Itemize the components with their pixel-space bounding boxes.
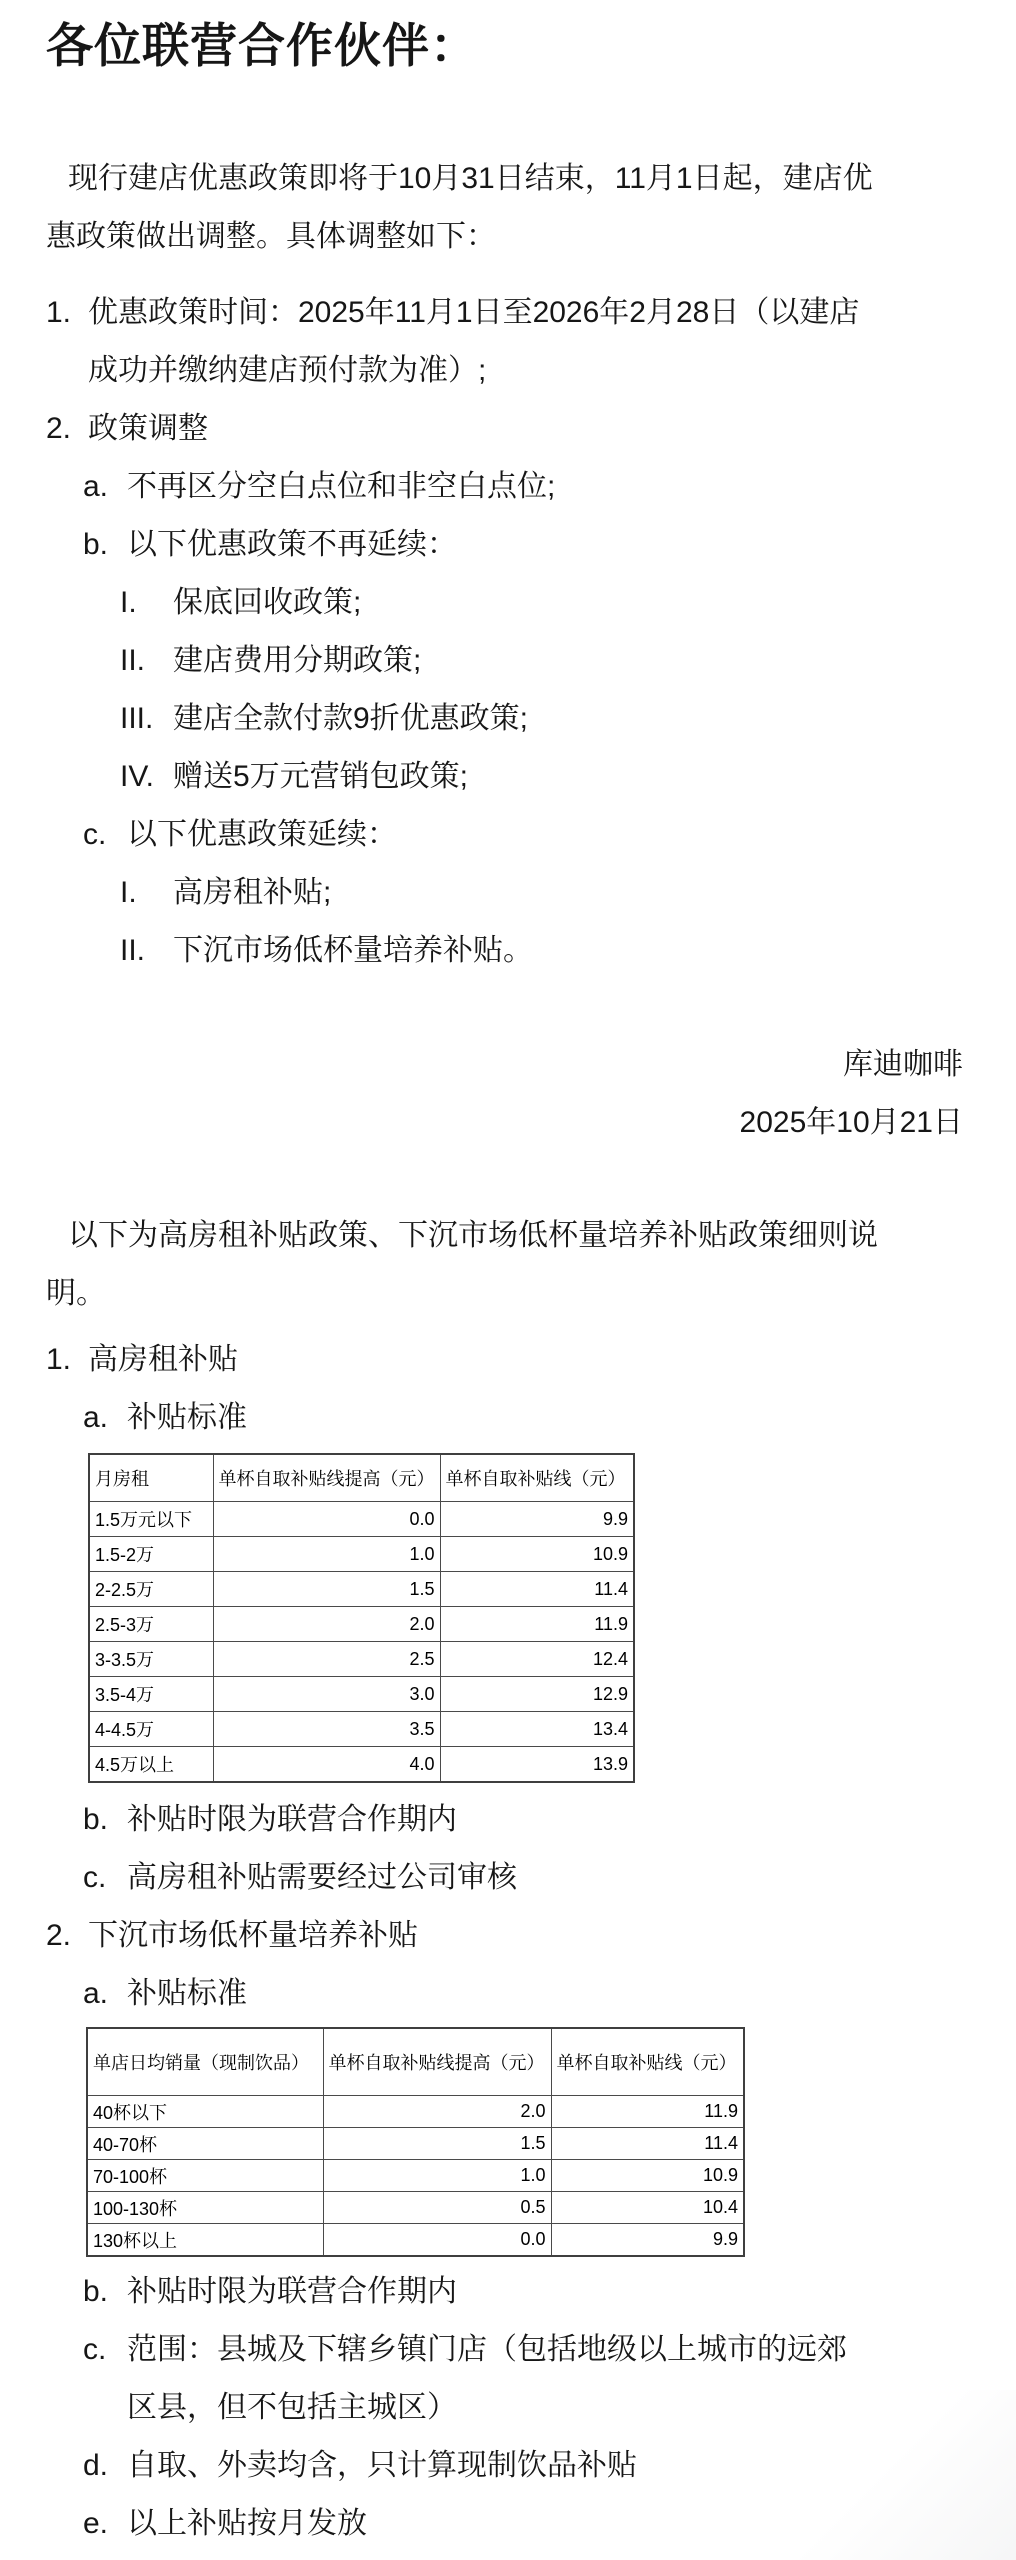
intro-line: 明。 <box>46 1277 106 1310</box>
table-header-cell: 单杯自取补贴线（元） <box>440 1454 634 1502</box>
table-header-cell: 单杯自取补贴线提高（元） <box>213 1454 440 1502</box>
table-cell: 4-4.5万 <box>89 1712 213 1747</box>
table-cell: 1.5 <box>213 1572 440 1607</box>
rent-subsidy-table <box>88 1453 635 1783</box>
table-cell: 9.9 <box>551 2224 744 2257</box>
table-cell: 100-130杯 <box>87 2192 323 2224</box>
section-2-heading <box>46 1907 1016 1965</box>
table-row <box>87 2192 744 2224</box>
table-row <box>89 1712 634 1747</box>
table-cell: 0.0 <box>323 2224 551 2257</box>
table-cell: 10.9 <box>440 1537 634 1572</box>
table-row <box>89 1572 634 1607</box>
table-cell: 3.5 <box>213 1712 440 1747</box>
table-cell: 9.9 <box>440 1502 634 1537</box>
table-cell: 1.0 <box>213 1537 440 1572</box>
table-row <box>89 1642 634 1677</box>
roman-item <box>120 632 1016 690</box>
text-line: 补贴时限为联营合作期内 <box>127 1803 457 1836</box>
text-line: 补贴时限为联营合作期内 <box>127 2275 457 2308</box>
table-header-cell: 月房租 <box>89 1454 213 1502</box>
table-cell: 12.9 <box>440 1677 634 1712</box>
roman-item <box>120 690 1016 748</box>
sub-item-b <box>83 516 1016 574</box>
table-cell: 2.5 <box>213 1642 440 1677</box>
market-item-d <box>83 2437 1016 2495</box>
text-line: 范围：县城及下辖乡镇门店（包括地级以上城市的远郊 <box>127 2333 847 2366</box>
text-line: 赠送5万元营销包政策; <box>173 760 469 793</box>
table-cell: 3.0 <box>213 1677 440 1712</box>
table-cell: 40杯以下 <box>87 2096 323 2128</box>
list-marker: 1. <box>46 296 72 329</box>
table-cell: 11.4 <box>440 1572 634 1607</box>
list-marker: b. <box>83 2275 109 2308</box>
table-header-cell: 单杯自取补贴线（元） <box>551 2028 744 2096</box>
rent-item-b <box>83 1791 1016 1849</box>
table-header-cell: 单店日均销量（现制饮品） <box>87 2028 323 2096</box>
text-line: 下沉市场低杯量培养补贴 <box>88 1919 418 1952</box>
table-row <box>87 2160 744 2192</box>
market-subsidy-table <box>86 2027 745 2257</box>
signature-block <box>0 1036 963 1152</box>
table-row <box>89 1537 634 1572</box>
market-item-e <box>83 2495 1016 2553</box>
table-cell: 1.5 <box>323 2128 551 2160</box>
list-marker: 1. <box>46 1343 72 1376</box>
subsidy-standard-label <box>83 1965 1016 2023</box>
text-line: 成功并缴纳建店预付款为准）; <box>88 354 487 387</box>
table-cell: 0.0 <box>213 1502 440 1537</box>
text-line: 建店全款付款9折优惠政策; <box>173 702 529 735</box>
text-line: 优惠政策时间：2025年11月1日至2026年2月28日（以建店 <box>88 296 860 329</box>
table-cell: 40-70杯 <box>87 2128 323 2160</box>
table-row <box>89 1677 634 1712</box>
list-marker: IV. <box>120 760 154 793</box>
list-marker: II. <box>120 644 146 677</box>
text-line: 不再区分空白点位和非空白点位; <box>127 470 556 503</box>
roman-item <box>120 574 1016 632</box>
table-cell: 4.0 <box>213 1747 440 1783</box>
table-cell: 11.4 <box>551 2128 744 2160</box>
table-cell: 3.5-4万 <box>89 1677 213 1712</box>
table-row <box>89 1607 634 1642</box>
list-marker: e. <box>83 2507 109 2540</box>
table-cell: 2-2.5万 <box>89 1572 213 1607</box>
list-marker: II. <box>120 934 146 967</box>
text-line: 建店费用分期政策; <box>173 644 422 677</box>
list-marker: 2. <box>46 412 72 445</box>
table-cell: 4.5万以上 <box>89 1747 213 1783</box>
table-header-row <box>87 2028 744 2096</box>
intro-paragraph <box>46 150 1016 266</box>
section-1-heading <box>46 1331 1016 1389</box>
table-cell: 13.4 <box>440 1712 634 1747</box>
table-row <box>87 2128 744 2160</box>
text-line: 保底回收政策; <box>173 586 362 619</box>
table-cell: 11.9 <box>551 2096 744 2128</box>
text-line: 高房租补贴 <box>88 1343 238 1376</box>
text-line: 下沉市场低杯量培养补贴。 <box>173 934 533 967</box>
table-cell: 70-100杯 <box>87 2160 323 2192</box>
list-marker: 2. <box>46 1919 72 1952</box>
list-marker: d. <box>83 2449 109 2482</box>
table-cell: 10.4 <box>551 2192 744 2224</box>
intro-line: 现行建店优惠政策即将于10月31日结束，11月1日起，建店优 <box>68 162 873 195</box>
table-row <box>87 2096 744 2128</box>
table-cell: 3-3.5万 <box>89 1642 213 1677</box>
table-cell: 10.9 <box>551 2160 744 2192</box>
list-marker: b. <box>83 528 109 561</box>
table-cell: 1.5-2万 <box>89 1537 213 1572</box>
document-title: 各位联营合作伙伴： <box>46 19 478 72</box>
table-cell: 2.0 <box>213 1607 440 1642</box>
list-marker: III. <box>120 702 154 735</box>
table-cell: 1.5万元以下 <box>89 1502 213 1537</box>
table-cell: 130杯以上 <box>87 2224 323 2257</box>
table-header-cell: 单杯自取补贴线提高（元） <box>323 2028 551 2096</box>
table-cell: 11.9 <box>440 1607 634 1642</box>
list-marker: a. <box>83 470 109 503</box>
text-line: 以下优惠政策延续： <box>127 818 397 851</box>
signature-date: 2025年10月21日 <box>739 1106 963 1139</box>
sub-item-a <box>83 458 1016 516</box>
table-cell: 2.5-3万 <box>89 1607 213 1642</box>
table-cell: 12.4 <box>440 1642 634 1677</box>
list-marker: a. <box>83 1401 109 1434</box>
list-marker: c. <box>83 1861 107 1894</box>
list-marker: c. <box>83 2333 107 2366</box>
list-marker: c. <box>83 818 107 851</box>
text-line: 补贴标准 <box>127 1401 247 1434</box>
policy-item-1 <box>46 284 1016 400</box>
signature-company: 库迪咖啡 <box>843 1048 963 1081</box>
roman-item <box>120 922 1016 980</box>
table-header-row <box>89 1454 634 1502</box>
list-marker: I. <box>120 586 137 619</box>
market-item-b <box>83 2263 1016 2321</box>
intro-line: 惠政策做出调整。具体调整如下： <box>46 220 496 253</box>
table-cell: 1.0 <box>323 2160 551 2192</box>
table-row <box>87 2224 744 2257</box>
text-line: 自取、外卖均含，只计算现制饮品补贴 <box>127 2449 637 2482</box>
list-marker: a. <box>83 1977 109 2010</box>
subsidy-standard-label <box>83 1389 1016 1447</box>
text-line: 补贴标准 <box>127 1977 247 2010</box>
table-cell: 2.0 <box>323 2096 551 2128</box>
roman-item <box>120 864 1016 922</box>
text-line: 高房租补贴; <box>173 876 332 909</box>
table-cell: 0.5 <box>323 2192 551 2224</box>
text-line: 政策调整 <box>88 412 208 445</box>
table-row <box>89 1747 634 1783</box>
policy-item-2 <box>46 400 1016 458</box>
market-item-c <box>83 2321 1016 2437</box>
text-line: 以下优惠政策不再延续： <box>127 528 457 561</box>
sub-item-c <box>83 806 1016 864</box>
table-row <box>89 1502 634 1537</box>
list-marker: b. <box>83 1803 109 1836</box>
text-line: 高房租补贴需要经过公司审核 <box>127 1861 517 1894</box>
detail-intro <box>46 1207 1016 1323</box>
text-line: 以上补贴按月发放 <box>127 2507 367 2540</box>
text-line: 区县，但不包括主城区） <box>127 2391 457 2424</box>
rent-item-c <box>83 1849 1016 1907</box>
roman-item <box>120 748 1016 806</box>
list-marker: I. <box>120 876 137 909</box>
intro-line: 以下为高房租补贴政策、下沉市场低杯量培养补贴政策细则说 <box>68 1219 878 1252</box>
table-cell: 13.9 <box>440 1747 634 1783</box>
